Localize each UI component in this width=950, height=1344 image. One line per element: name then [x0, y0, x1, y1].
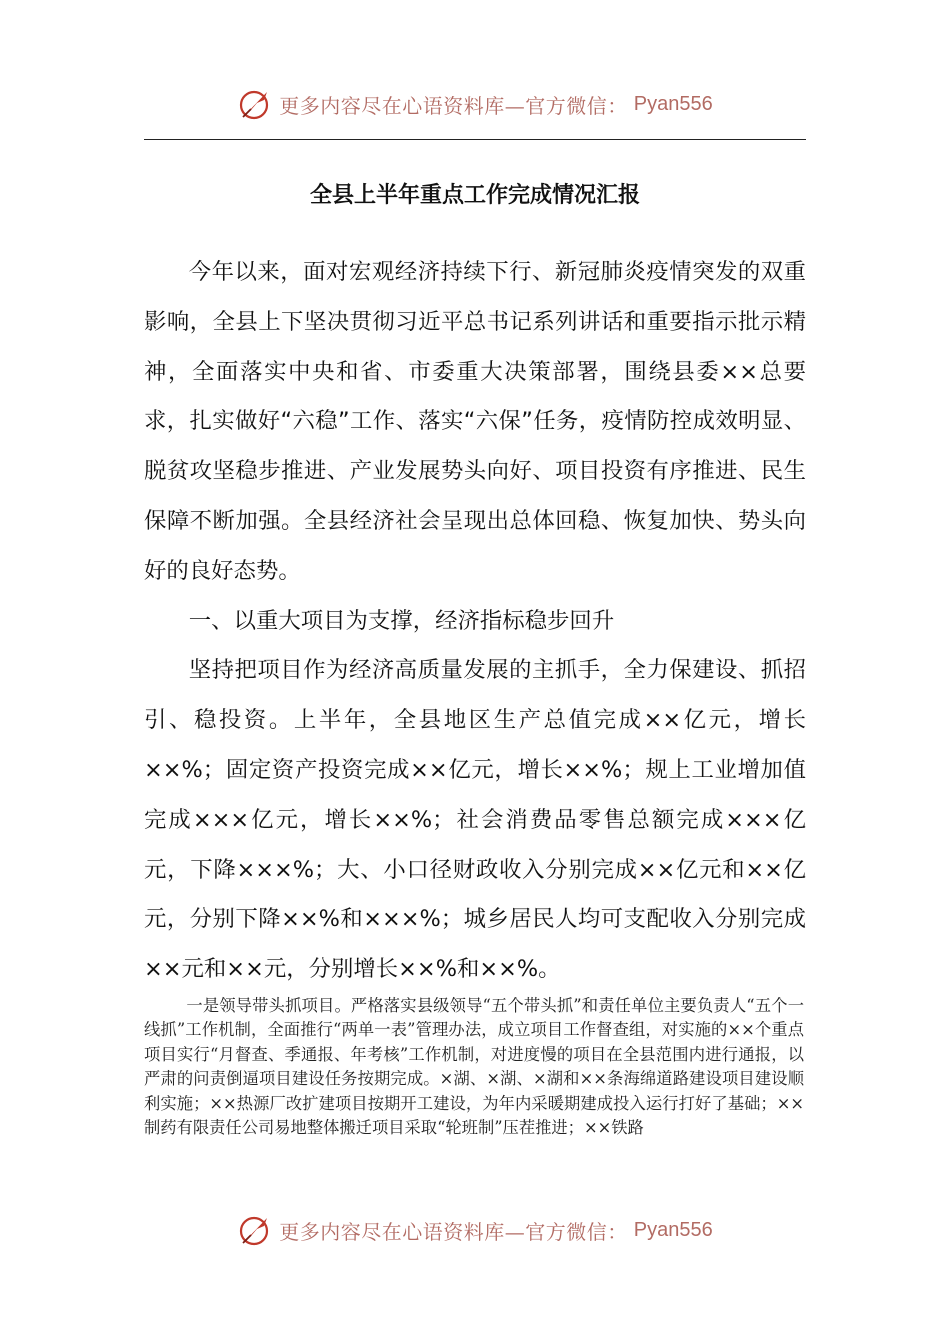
watermark-banner-bottom	[0, 1210, 950, 1250]
document-title: 全县上半年重点工作完成情况汇报	[309, 183, 640, 208]
watermark-text: 更多内容尽在心语资料库—官方微信：	[279, 1219, 628, 1244]
quill-pen-logo-icon	[237, 86, 273, 122]
small-print-paragraph: 一是领导带头抓项目。严格落实县级领导“五个带头抓”和责任单位主要负责人“五个一线抓”工作机制，全面推行“两单一表”管理办法，成立项目工作督查组，对实施的××个重点项目实行“月督查、季通报、年考核”工作机制，对进度慢的项目在全县范围内进行通报，以严肃的问责倒逼项目建设任务按期完成。×湖、×湖、×湖和××条海绵道路建设项目建设顺利实施；××热源厂改扩建项目按期开工建设，为年内采暖期建成投入运行打好了基础；××制药有限责任公司易地整体搬迁项目采取“轮班制”压茬推进；××铁路	[144, 996, 804, 1138]
watermark-wechat-id: Pyan556	[633, 92, 713, 115]
watermark-text: 更多内容尽在心语资料库—官方微信：	[279, 93, 628, 118]
quill-pen-logo-icon	[237, 1212, 273, 1248]
document-body	[144, 248, 806, 995]
watermark-wechat-id: Pyan556	[633, 1218, 713, 1241]
intro-paragraph: 今年以来，面对宏观经济持续下行、新冠肺炎疫情突发的双重影响，全县上下坚决贯彻习近平总书记系列讲话和重要指示批示精神，全面落实中央和省、市委重大决策部署，围绕县委××总要求，扎实做好“六稳”工作、落实“六保”任务，疫情防控成效明显、脱贫攻坚稳步推进、产业发展势头向好、项目投资有序推进、民生保障不断加强。全县经济社会呈现出总体回稳、恢复加快、势头向好的良好态势。	[144, 259, 806, 584]
watermark-banner-top	[0, 84, 950, 124]
header-divider	[144, 139, 806, 140]
section-heading: 一、以重大项目为支撑，经济指标稳步回升	[188, 607, 615, 634]
body-paragraph: 坚持把项目作为经济高质量发展的主抓手，全力保建设、抓招引、稳投资。上半年，全县地区生产总值完成××亿元，增长××%；固定资产投资完成××亿元，增长××%；规上工业增加值完成×××亿元，增长××%；社会消费品零售总额完成×××亿元，下降×××%；大、小口径财政收入分别完成××亿元和××亿元，分别下降××%和×××%；城乡居民人均可支配收入分别完成××元和××元，分别增长××%和××%。	[144, 657, 806, 983]
